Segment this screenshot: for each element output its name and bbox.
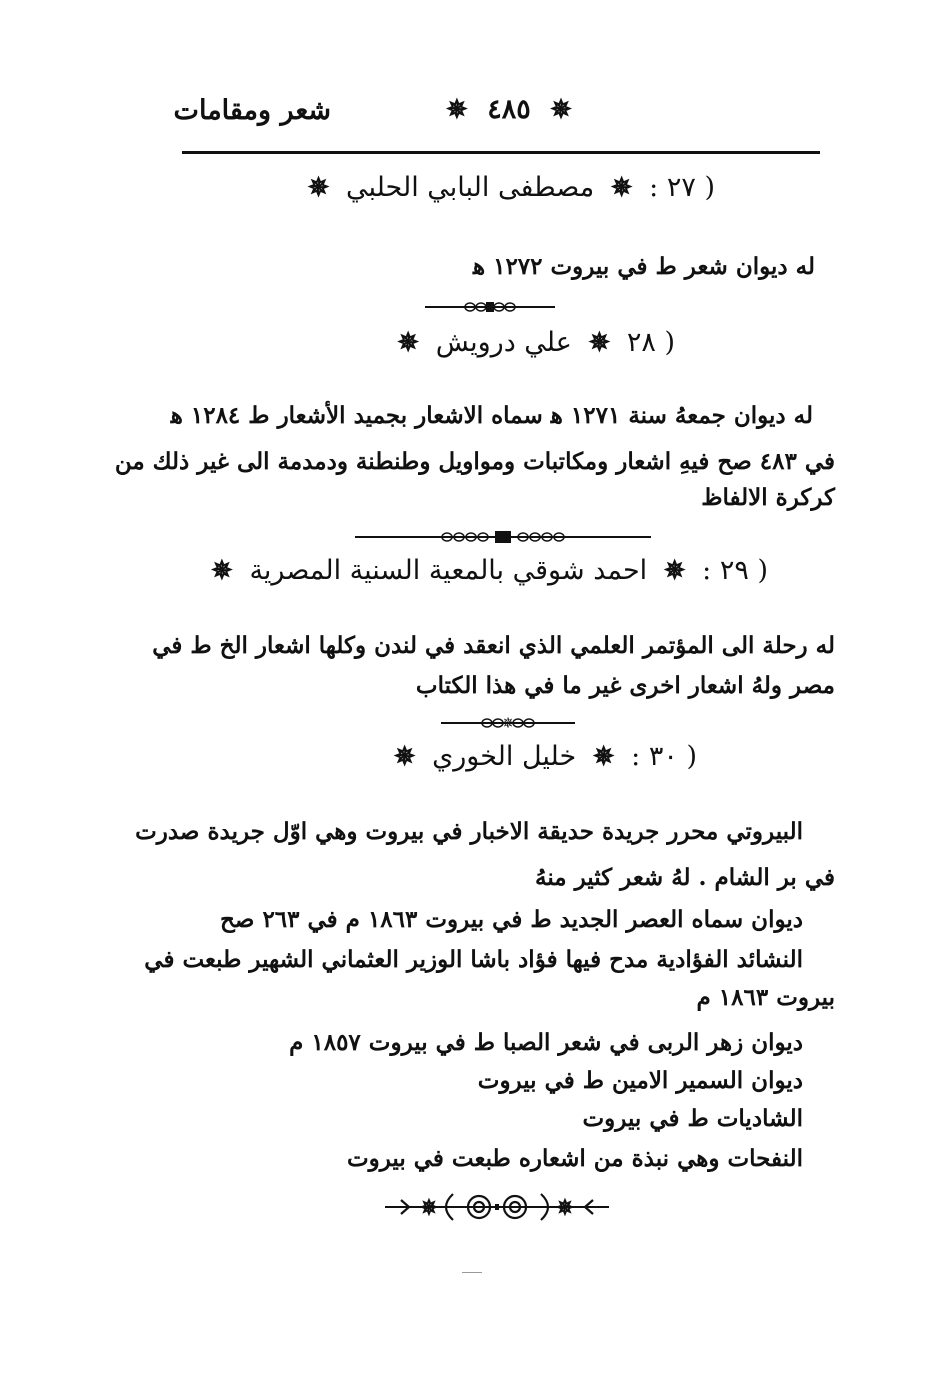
ornament-star-icon: ✵ (211, 556, 233, 586)
section-name: علي درويش (435, 327, 572, 358)
body-line: مصر ولهُ اشعار اخرى غير ما في هذا الكتاب (415, 672, 835, 699)
body-line: النفحات وهي نبذة من اشعاره طبعت في بيروت (346, 1145, 803, 1172)
body-line: البيروتي محرر جريدة حديقة الاخبار في بيروت وهي اوّل جريدة صدرت (135, 818, 803, 845)
ornament-star-icon: ✵ (663, 556, 686, 586)
section-number: ( ٢٨ (626, 327, 675, 358)
page-number-group (446, 94, 572, 125)
svg-text:✵: ✵ (419, 1195, 439, 1221)
divider-ornament (425, 299, 555, 315)
svg-text:✵: ✵ (555, 1195, 575, 1221)
ornament-star-icon: ✵ (397, 328, 420, 358)
section-number: ( ٢٧ : (649, 172, 715, 203)
ornament-star-icon: ✵ (610, 173, 633, 203)
body-line: له رحلة الى المؤتمر العلمي الذي انعقد في لندن وكلها اشعار الخ ط في (152, 632, 835, 659)
ornament-star-icon: ✵ (307, 173, 330, 203)
ornament-star-icon: ✵ (446, 95, 468, 125)
section-name: احمد شوقي بالمعية السنية المصرية (249, 555, 648, 586)
tailpiece-ornament (383, 1186, 611, 1228)
body-line: كركرة الالفاظ (701, 484, 835, 511)
svg-text:✵: ✵ (501, 715, 515, 731)
section-number: ( ٣٠ : (631, 741, 697, 772)
section-heading (394, 741, 697, 772)
section-heading (211, 555, 768, 586)
body-line: له ديوان شعر ط في بيروت ١٢٧٢ ﻫ (472, 253, 815, 280)
ornament-star-icon: ✵ (588, 328, 611, 358)
body-line: ديوان زهر الربى في شعر الصبا ط في بيروت ١٨٥٧ م (289, 1029, 803, 1056)
running-title: شعر ومقامات (173, 95, 331, 126)
body-line: في بر الشام . لهُ شعر كثير منهُ (535, 864, 835, 891)
body-line: الشاديات ط في بيروت (582, 1105, 803, 1132)
divider-ornament (441, 715, 575, 731)
page-mark (462, 1272, 482, 1273)
body-line: بيروت ١٨٦٣ م (696, 984, 835, 1011)
ornament-star-icon: ✵ (592, 742, 615, 772)
body-line: ديوان السمير الامين ط في بيروت (477, 1067, 803, 1094)
section-heading (308, 172, 715, 203)
ornament-star-icon: ✵ (550, 95, 572, 125)
body-line: ديوان سماه العصر الجديد ط في بيروت ١٨٦٣ م في ٢٦٣ صح (220, 906, 803, 933)
page-number: ٤٨٥ (487, 94, 531, 125)
section-name: مصطفى البابي الحلبي (345, 172, 595, 203)
body-line: النشائد الفؤادية مدح فيها فؤاد باشا الوزير العثماني الشهير طبعت في (144, 946, 803, 973)
section-number: ( ٢٩ : (702, 555, 768, 586)
body-line: في ٤٨٣ صح فيهِ اشعار ومكاتبات ومواويل وطنطنة ودمدمة الى غير ذلك من (114, 448, 835, 475)
ornament-star-icon: ✵ (393, 742, 416, 772)
body-line: له ديوان جمعهُ سنة ١٢٧١ ﻫ سماه الاشعار بجميد الأشعار ط ١٢٨٤ ﻫ (170, 402, 813, 429)
section-heading (397, 327, 675, 358)
section-name: خليل الخوري (432, 741, 577, 772)
divider-ornament (355, 530, 651, 544)
header-rule (182, 151, 820, 154)
